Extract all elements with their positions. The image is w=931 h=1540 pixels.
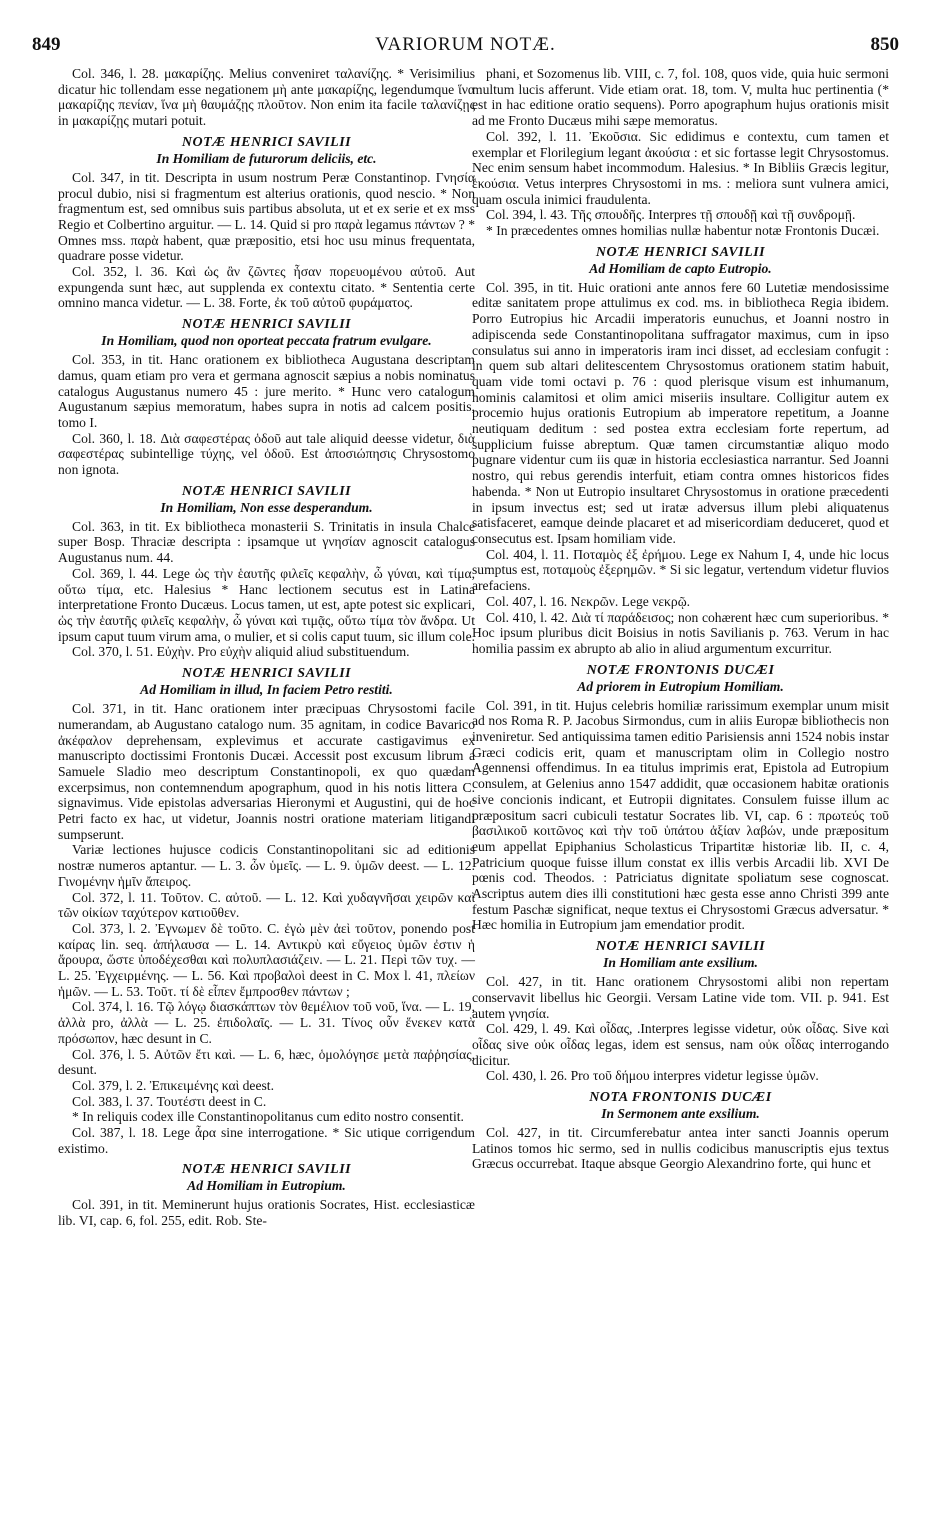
left-column [58, 66, 475, 1229]
section-subheading: In Homiliam de futurorum deliciis, etc. [156, 150, 377, 166]
note-paragraph: Col. 392, l. 11. Ἐκοῦσια. Sic edidimus e contextu, cum tamen et exemplar et Florilegium legant ἀκούσια : et sic fortasse legit Chrysostomus. Nec enim sensum habet incommodum. Halesius. * In Bibliis Græcis legitur, ἑκούσια. Vetus interpres Chrysostomi in ms. : meliora sunt vulnera amici, quam oscula inimici fraudulenta. [472, 128, 889, 207]
note-paragraph: Col. 346, l. 28. μακαρίζης. Melius conveniret ταλανίζης. * Verisimilius dicatur hic tollendam esse negationem μὴ ante μακαρίζης, legendumque ἵνα μακαρίζης πενίαν, ἵνα μὴ θαυμάζῃς πλοῦτον. Non enim ita facile ταλανίζῃς in μακαρίζῃς mutari potuit. [58, 66, 475, 129]
note-paragraph: Col. 387, l. 18. Lege ἆρα sine interrogatione. * Sic utique corrigendum existimo. [58, 1125, 475, 1156]
note-paragraph: Col. 430, l. 26. Pro τοῦ δήμου interpres videtur legisse ὑμῶν. [486, 1068, 819, 1084]
note-paragraph: Col. 391, in tit. Meminerunt hujus orationis Socrates, Hist. ecclesiasticæ lib. VI, cap. 6, fol. 255, edit. Rob. Ste- [58, 1197, 475, 1229]
note-paragraph: Col. 427, in tit. Circumferebatur antea inter sancti Joannis operum Latinos tomos hic sermo, sed in nullis codicibus manuscriptis ejus textus Græcus occurrebat. Itaque absque Georgio Alexandrino forte, qui hunc et [472, 1125, 889, 1172]
note-paragraph: Col. 383, l. 37. Τουτέστι deest in C. [72, 1093, 267, 1109]
note-paragraph: Col. 352, l. 36. Καὶ ὡς ἂν ζῶντες ἦσαν πορευομένου αὐτοῦ. Aut expungenda sunt hæc, aut supplenda ex contextu citato. * Sententia certe omnino manca videtur. — L. 38. Forte, ἐκ τοῦ αὐτοῦ φυράματος. [58, 264, 475, 311]
section-subheading: Ad Homiliam in Eutropium. [187, 1178, 346, 1194]
note-paragraph: Col. 376, l. 5. Αὐτῶν ἔτι καὶ. — L. 6, hæc, ὁμολόγησε μετὰ παῤῥησίας, desunt. [58, 1046, 475, 1078]
note-paragraph: Col. 369, l. 44. Lege ὡς τὴν ἑαυτῆς φιλεῖς κεφαλὴν, ὦ γύναι, καὶ τίμα, οὕτω τίμα, etc. Halesius * Hanc lectionem secutus est in Latina interpretatione Fronto Ducæus. Locus tamen, ut est, apte potest sic explicari, ὡς τὴν ἑαυτῆς φιλεῖς κεφαλὴν, ὦ γύναι καὶ τιμᾷς, οὕτω τίμα τὸν ἄνδρα. Ut ipsum caput tuum virum ama, o mulier, et si colis caput tuum, sic illum cole. [58, 565, 476, 644]
section-heading: NOTÆ HENRICI SAVILII [595, 244, 766, 260]
note-paragraph: Col. 410, l. 42. Διὰ τί παράδεισος; non cohærent hæc cum superioribus. * Hoc ipsum pluribus dicit Boisius in notis Savilianis p. 763. Verum in hac homilia passim ex abrupto ab alio in aliud argumentum excurritur. [472, 609, 889, 656]
note-paragraph: Col. 353, in tit. Hanc orationem ex bibliotheca Augustana descriptam damus, quam etiam pro vera et germana agnoscit sæpius a nobis nominatus catalogus Augustanus numero 45 : jure merito. * Hunc vero catalogum Augustanum sæpius memoratum, habes supra in notis ad calcem positis, tomo I. [58, 352, 475, 430]
note-paragraph: Col. 427, in tit. Hanc orationem Chrysostomi alibi non repertam conservavit libellus hic Georgii. Versam Latine vide tom. VII. p. 941. Est autem γνησία. [472, 974, 889, 1021]
section-heading: NOTÆ FRONTONIS DUCÆI [586, 662, 775, 678]
note-paragraph: * In præcedentes omnes homilias nullæ habentur notæ Frontonis Ducæi. [486, 223, 880, 239]
note-paragraph: Col. 404, l. 11. Ποταμὸς ἐξ ἐρήμου. Lege ex Nahum I, 4, unde hic locus sumptus est, ποταμοὺς ἐξερημῶν. * Si sic legatur, vertendum videtur fluvios arefaciens. [472, 546, 889, 594]
note-paragraph: * In reliquis codex ille Constantinopolitanus cum edito nostro consentit. [72, 1109, 464, 1125]
note-paragraph: Variæ lectiones hujusce codicis Constantinopolitani sic ad editionis nostræ numeros aptantur. — L. 3. ὦν ὑμεῖς. — L. 9. ὑμῶν deest. — L. 12. Γινομένην ἡμῖν ἄπειρος. [58, 842, 475, 889]
note-paragraph: Col. 407, l. 16. Νεκρῶν. Lege νεκρῷ. [486, 593, 691, 609]
note-paragraph: Col. 379, l. 2. Ἐπικειμένης καὶ deest. [72, 1077, 274, 1093]
note-paragraph: Col. 394, l. 43. Τῆς σπουδῆς. Interpres τῇ σπουδῇ καὶ τῇ συνδρομῇ. [486, 207, 856, 223]
section-subheading: Ad priorem in Eutropium Homiliam. [577, 678, 784, 694]
note-paragraph: phani, et Sozomenus lib. VIII, c. 7, fol. 108, quos vide, quia huic sermoni multum lucis afferunt. Vide etiam orat. 18, tom. V, multa huc pertinentia (* est in hac editione oratio sequens). Porro apographum hujus orationis misit ad me Fronto Ducæus mihi sæpe memoratus. [472, 66, 889, 129]
note-paragraph: Col. 374, l. 16. Τῷ λόγῳ διασκάπτων τὸν θεμέλιον τοῦ νοῦ, ἵνα. — L. 19, ἀλλὰ pro, ἀλλὰ — L. 25. ἐπιδολαῖς. — L. 31. Τίνος οὖν ἕνεκεν κατὰ πρόσωπον, hæc desunt in C. [58, 999, 475, 1046]
note-paragraph: Col. 371, in tit. Hanc orationem inter præcipuas Chrysostomi facile numerandam, ab Augustano catalogo num. 35 agnitam, in codice Bavarico ἀκέφαλον deprehensam, explevimus et accurate castigavimus ex manuscripto doctissimi Frontonis Ducæi. Accessit post excusum librum a Samuele Sladio meo descriptum Constantinopoli, ex quo quædam excerpsimus, non contemnendum apographum, quod in his notis littera C. signavimus. Vide epistolas adversarias Hieronymi et Augustini, qui de hoc Petri facto ex hac, ut videtur, Joannis nostri oratione materiam litigandi sumpserunt. [58, 701, 475, 842]
note-paragraph: Col. 391, in tit. Hujus celebris homiliæ rarissimum exemplar unum misit ad nos Roma R. P. Jacobus Sirmondus, cum in aliis Europæ bibliothecis non inveniretur. Sed antiquissima tamen editio Parisiensis anni 1524 nobis instar Græci codicis erit, quam et manuscriptam olim in Collegio nostro Agennensi offendimus. In ea titulus imprimis erat, Epistola ad Eutropium consulem, at Gelenius anno 1547 addidit, quæ occasionem habitæ orationis sive concionis indicant, et Eutropii dignitates. Consulem fuisse illum ac præpositum sacri cubiculi testatur Socrates lib. VI, cap. 6 : πρωτεύς τοῦ βασιλικοῦ κοιτῶνος καὶ τὴν τοῦ ὑπάτου ἀξίαν λαβών, unde præpositum eum appellat Epiphanius Scholasticus Tripartitæ historiæ lib. II, c. 4, Patricium quoque fuisse illum constat ex illis verbis Arcadii lib. XVI De pœnis cod. Theodos. : Patriciatus dignitate spoliatum sese cognoscat. Ascriptus autem dies illi constitutioni hæc gesta esse anno Christi 399 ante festum Paschæ significat, neque textus ei Chrysostomi Græcus adversatur. * Hæc homilia in Eutropium jam emendatior prodit. [472, 697, 889, 933]
note-paragraph: Col. 363, in tit. Ex bibliotheca monasterii S. Trinitatis in insula Chalce super Bosp. Thraciæ descripta : ipsamque ut γνησίαν agnoscit catalogus Augustanus num. 44. [58, 518, 475, 566]
note-paragraph: Col. 347, in tit. Descripta in usum nostrum Peræ Constantinop. Γνησία procul dubio, nisi si fragmentum est alterius orationis, quod nescio. * Non fragmentum est, sed omnibus suis partibus absoluta, ut et ex serie et ex mss Regio et Colbertino arguitur. — L. 14. Quid si pro παρὰ legamus πάντων ? * Omnes mss. παρὰ habent, quæ præpositio, etsi hoc usu minus frequentata, quadrare posse videtur. [58, 169, 475, 264]
right-column [472, 66, 889, 1172]
note-paragraph: Col. 360, l. 18. Διὰ σαφεστέρας ὁδοῦ aut tale aliquid deesse videtur, διὰ σαφεστέρας subintellige τύχης, vel ὁδοῦ. Est ἀποσιώπησις Chrysostomo non ignota. [58, 430, 475, 478]
note-paragraph: Col. 373, l. 2. Ἐγνωμεν δὲ τοῦτο. C. ἐγὼ μὲν ἀεὶ τοῦτον, ponendo post καίρας lin. seq. ἀπήλαυσα — L. 14. Αντικρὺ καὶ εὔγειος ὑμῶν ἐστιν ἡ ἄρουρα, ὥστε ὑποδέχεσθαι καὶ πολυπλασιάζειν. — L. 21. Περὶ τῶν τυχ. — L. 25. Ἐγχειρμένης. — L. 56. Καὶ προβαλοὶ deest in C. Mox l. 41, πλείων ἡμῶν. — L. 53. Τοῦτ. τί δὲ εἶπεν ἔμπροσθεν πάντων ; [58, 920, 475, 999]
note-paragraph: Col. 395, in tit. Huic orationi ante annos fere 60 Lutetiæ mendosissime editæ sanitatem prope attulimus ex cod. ms. in bibliotheca Regia ibidem. Porro Eutropius hic Arcadii imperatoris eunuchus, et Joanni nostro in adipiscenda sede Constantinopolitana suffragator maximus, cum in ipso consulatus sui anno in imperatoris iram inci disset, ad ecclesiam confugit : in quem sub altari delitescentem Chrysostomus orationem statim habuit, quam vide tomi octavi p. 76 : quod plerisque visum est inhumanum, hominis calamitosi et olim amici miseriis insultare. Colligitur autem ex procemio hujus orationis Eutropium ab imperatore repetitum, a Joanne neutiquam deditum : sed postea extra ecclesiam forte repertum, ad supplicium fuisse abreptum. Quæ tamen circumstantiæ aliquo modo pugnare videntur cum iis quæ in historia ecclesiastica narrantur. Sed Joanni nostro, qui rebus gerendis interfuit, etiam contra omnes historicos fides habenda. * Non ut Eutropio insultaret Chrysostomus in oratione præcedenti in ipsum invectus est; sed ut iratæ adversus illum plebi aliquatenus satisfaceret, eamque deinde placaret et ad misericordiam deduceret, quod et consecutus est. Ipsam homiliam vide. [472, 279, 889, 546]
page-number-right: 850 [870, 34, 899, 55]
section-heading: NOTÆ HENRICI SAVILII [595, 939, 766, 955]
section-subheading: Ad Homiliam de capto Eutropio. [589, 260, 772, 276]
section-heading: NOTÆ HENRICI SAVILII [181, 1162, 352, 1178]
note-paragraph: Col. 372, l. 11. Τοῦτον. C. αὐτοῦ. — L. 12. Καὶ χυδαγνῆσαι χειρῶν καὶ τῶν οἰκίων ταχύτερον κατιοῦθεν. [58, 889, 475, 921]
section-heading: NOTÆ HENRICI SAVILII [181, 666, 352, 682]
section-subheading: In Sermonem ante exsilium. [601, 1106, 760, 1122]
section-subheading: In Homiliam, Non esse desperandum. [160, 499, 373, 515]
page-header [32, 34, 899, 58]
running-title: VARIORUM NOTÆ. [375, 34, 556, 55]
page-number-left: 849 [32, 34, 61, 55]
section-heading: NOTÆ HENRICI SAVILII [181, 317, 352, 333]
section-subheading: In Homiliam ante exsilium. [603, 955, 758, 971]
section-subheading: In Homiliam, quod non oporteat peccata fratrum evulgare. [101, 333, 432, 349]
note-paragraph: Col. 370, l. 51. Εὐχὴν. Pro εὐχὴν aliquid aliud substituendum. [72, 644, 410, 660]
section-heading: NOTÆ HENRICI SAVILII [181, 483, 352, 499]
section-heading: NOTA FRONTONIS DUCÆI [589, 1090, 772, 1106]
note-paragraph: Col. 429, l. 49. Καὶ οἶδας, .Interpres legisse videtur, οὐκ οἶδας. Sive καὶ οἶδας sive οὐκ οἶδας legas, idem est sensus, nam οὐκ οἶδας interrogando dicitur. [472, 1021, 889, 1068]
section-heading: NOTÆ HENRICI SAVILII [181, 134, 352, 150]
section-subheading: Ad Homiliam in illud, In faciem Petro restiti. [140, 682, 393, 698]
